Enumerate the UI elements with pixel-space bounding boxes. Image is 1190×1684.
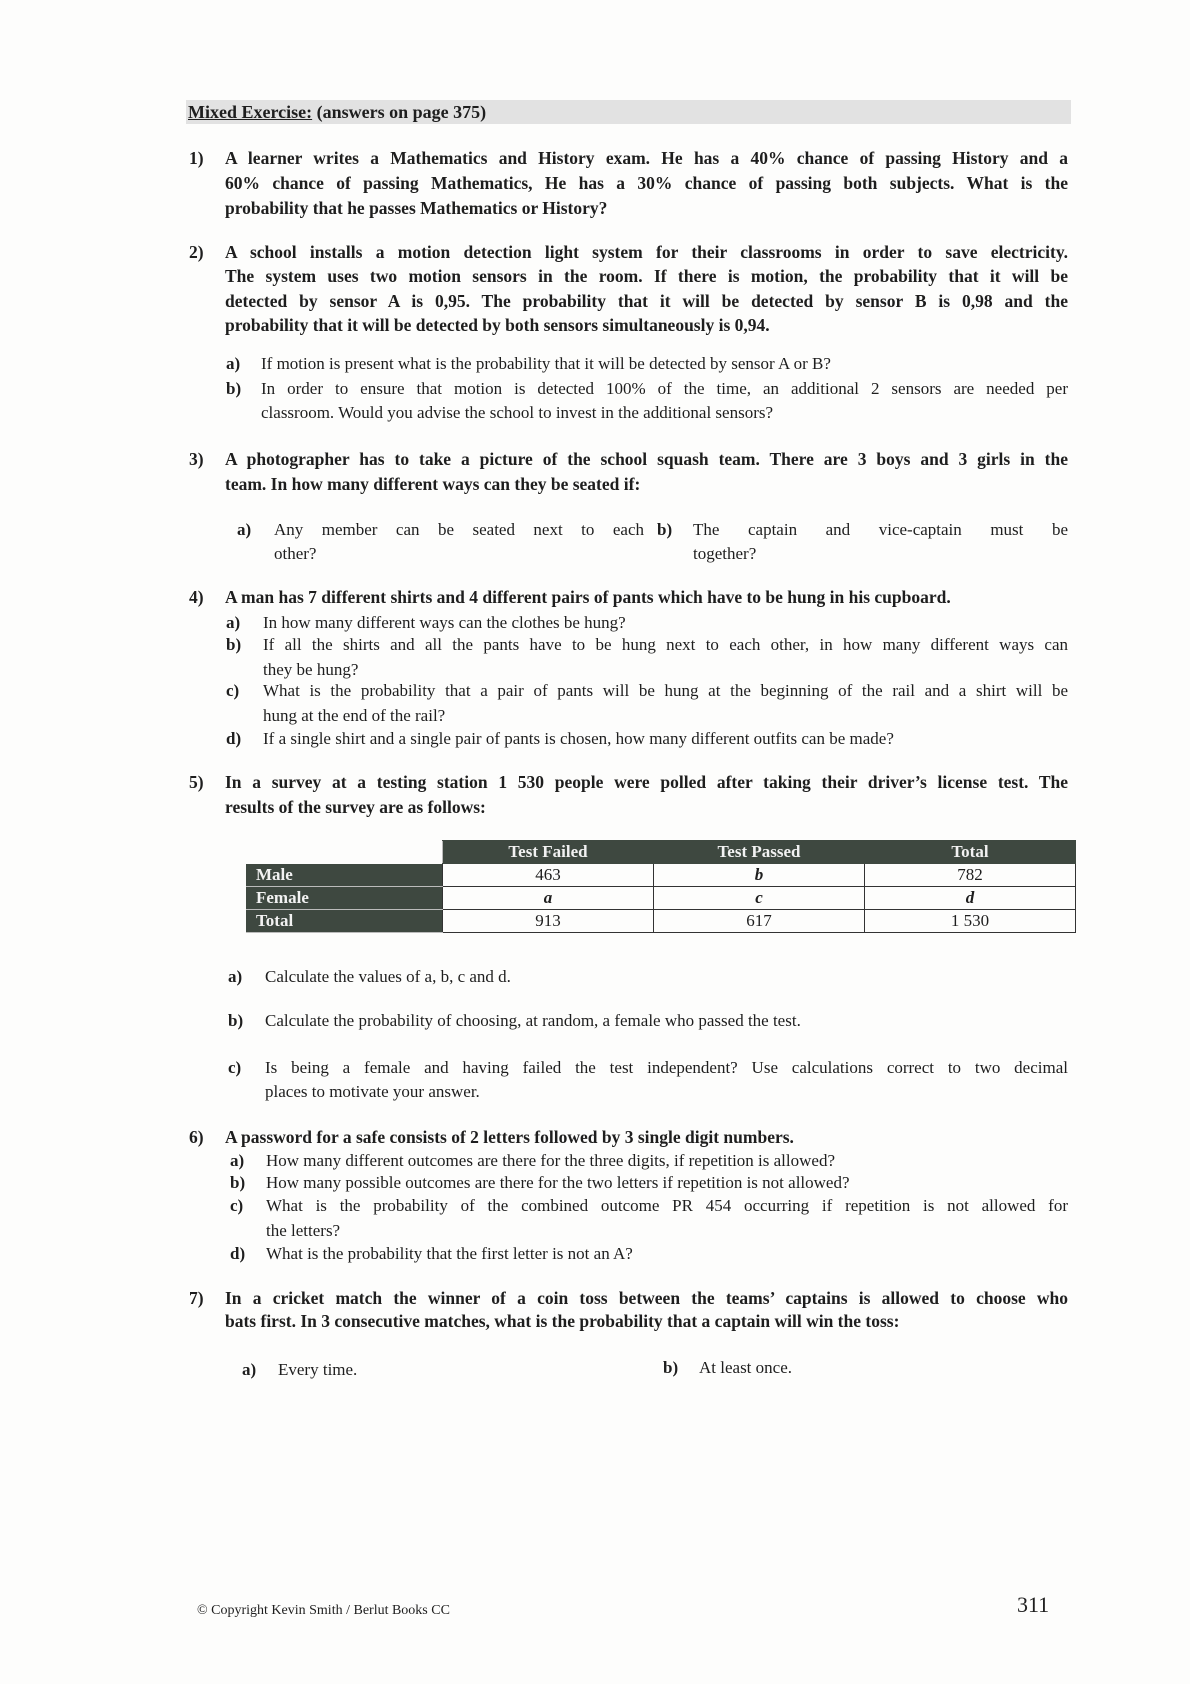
- q6-a-label: a): [230, 1151, 245, 1170]
- table-cell: 1 530: [865, 910, 1076, 933]
- subquestion-text-line: Calculate the values of a, b, c and d.: [265, 967, 511, 986]
- question-text-line: A learner writes a Mathematics and History exam. He has a 40% chance of passing History and a: [225, 148, 1068, 168]
- question-text-line: A man has 7 different shirts and 4 different pairs of pants which have to be hung in his cupboard.: [225, 587, 951, 607]
- subquestion-text-line: If a single shirt and a single pair of pants is chosen, how many different outfits can be made?: [263, 729, 894, 748]
- table-row: [246, 864, 1076, 887]
- subquestion-text-line: How many possible outcomes are there for the two letters if repetition is not allowed?: [266, 1173, 850, 1192]
- question-text-line: A password for a safe consists of 2 letters followed by 3 single digit numbers.: [225, 1127, 794, 1147]
- q5-a-label: a): [228, 967, 243, 986]
- question-text-line: A photographer has to take a picture of the school squash team. There are 3 boys and 3 girls in the: [225, 449, 1068, 469]
- table-cell: b: [654, 864, 865, 887]
- survey-table: [246, 840, 1076, 933]
- question-text-line: bats first. In 3 consecutive matches, what is the probability that a captain will win the toss:: [225, 1311, 900, 1331]
- question-text-line: In a cricket match the winner of a coin toss between the teams’ captains is allowed to choose who: [225, 1288, 1068, 1308]
- q7-number: 7): [189, 1288, 204, 1308]
- page-number: 311: [1017, 1592, 1050, 1617]
- subquestion-text-line: Any member can be seated next to each: [274, 520, 644, 539]
- section-title: Mixed Exercise:: [188, 102, 313, 122]
- subquestion-text-line: What is the probability that a pair of pants will be hung at the beginning of the rail and a shirt will be: [263, 681, 1068, 700]
- q6-b-label: b): [230, 1173, 246, 1192]
- subquestion-text-line: hung at the end of the rail?: [263, 706, 446, 725]
- table-cell: 782: [865, 864, 1076, 887]
- q3-b-label: b): [657, 520, 673, 539]
- question-text-line: In a survey at a testing station 1 530 people were polled after taking their driver’s license test. The: [225, 772, 1068, 792]
- subquestion-text-line: other?: [274, 544, 317, 563]
- subquestion-text-line: Every time.: [278, 1360, 358, 1379]
- q1-number: 1): [189, 148, 204, 168]
- table-cell: 913: [443, 910, 654, 933]
- q7-a-label: a): [242, 1360, 257, 1379]
- q7-b-label: b): [663, 1358, 679, 1377]
- subquestion-text-line: In order to ensure that motion is detected 100% of the time, an additional 2 sensors are needed per: [261, 379, 1068, 398]
- q2-number: 2): [189, 242, 204, 262]
- q5-c-label: c): [228, 1058, 242, 1077]
- row-header: Total: [246, 910, 443, 933]
- q4-a-label: a): [226, 613, 241, 632]
- subquestion-text-line: Calculate the probability of choosing, at random, a female who passed the test.: [265, 1011, 801, 1030]
- question-text-line: probability that he passes Mathematics or History?: [225, 198, 608, 218]
- q4-b-label: b): [226, 635, 242, 654]
- col-header: Total: [865, 841, 1076, 864]
- table-cell: c: [654, 887, 865, 910]
- q5-number: 5): [189, 772, 204, 792]
- answers-reference: (answers on page 375): [312, 102, 487, 122]
- q2-b-label: b): [226, 379, 242, 398]
- table-cell: 617: [654, 910, 865, 933]
- subquestion-text-line: If all the shirts and all the pants have to be hung next to each other, in how many different ways can: [263, 635, 1068, 654]
- q6-d-label: d): [230, 1244, 246, 1263]
- subquestion-text-line: If motion is present what is the probability that it will be detected by sensor A or B?: [261, 354, 831, 373]
- q2-a-label: a): [226, 354, 241, 373]
- q6-number: 6): [189, 1127, 204, 1147]
- q5-b-label: b): [228, 1011, 244, 1030]
- copyright: © Copyright Kevin Smith / Berlut Books CC: [197, 1603, 450, 1618]
- question-text-line: The system uses two motion sensors in the room. If there is motion, the probability that it will be: [225, 266, 1068, 286]
- row-header: Male: [246, 864, 443, 887]
- table-cell: a: [443, 887, 654, 910]
- subquestion-text-line: What is the probability that the first letter is not an A?: [266, 1244, 633, 1263]
- subquestion-text-line: places to motivate your answer.: [265, 1082, 480, 1101]
- section-header: [186, 100, 1071, 124]
- q4-number: 4): [189, 587, 204, 607]
- question-text-line: team. In how many different ways can they be seated if:: [225, 474, 641, 494]
- question-text-line: 60% chance of passing Mathematics, He has a 30% chance of passing both subjects. What is the: [225, 173, 1068, 193]
- table-cell: d: [865, 887, 1076, 910]
- table-row: [246, 910, 1076, 933]
- subquestion-text-line: the letters?: [266, 1221, 341, 1240]
- q3-number: 3): [189, 449, 204, 469]
- q6-c-label: c): [230, 1196, 244, 1215]
- subquestion-text-line: classroom. Would you advise the school to invest in the additional sensors?: [261, 403, 774, 422]
- q3-a-label: a): [237, 520, 252, 539]
- row-header: Female: [246, 887, 443, 910]
- q4-c-label: c): [226, 681, 240, 700]
- question-text-line: results of the survey are as follows:: [225, 797, 486, 817]
- col-header: Test Passed: [654, 841, 865, 864]
- subquestion-text-line: together?: [693, 544, 757, 563]
- subquestion-text-line: they be hung?: [263, 660, 359, 679]
- col-header: Test Failed: [443, 841, 654, 864]
- table-row: [246, 887, 1076, 910]
- subquestion-text-line: The captain and vice-captain must be: [693, 520, 1068, 539]
- question-text-line: A school installs a motion detection light system for their classrooms in order to save electricity.: [225, 242, 1068, 262]
- subquestion-text-line: At least once.: [699, 1358, 792, 1377]
- table-header-row: [246, 841, 1076, 864]
- subquestion-text-line: In how many different ways can the clothes be hung?: [263, 613, 626, 632]
- q4-d-label: d): [226, 729, 242, 748]
- subquestion-text-line: Is being a female and having failed the test independent? Use calculations correct to two decimal: [265, 1058, 1068, 1077]
- subquestion-text-line: How many different outcomes are there for the three digits, if repetition is allowed?: [266, 1151, 835, 1170]
- question-text-line: detected by sensor A is 0,95. The probability that it will be detected by sensor B is 0,98 and the: [225, 291, 1068, 311]
- question-text-line: probability that it will be detected by both sensors simultaneously is 0,94.: [225, 315, 770, 335]
- table-cell: 463: [443, 864, 654, 887]
- subquestion-text-line: What is the probability of the combined outcome PR 454 occurring if repetition is not allowed for: [266, 1196, 1068, 1215]
